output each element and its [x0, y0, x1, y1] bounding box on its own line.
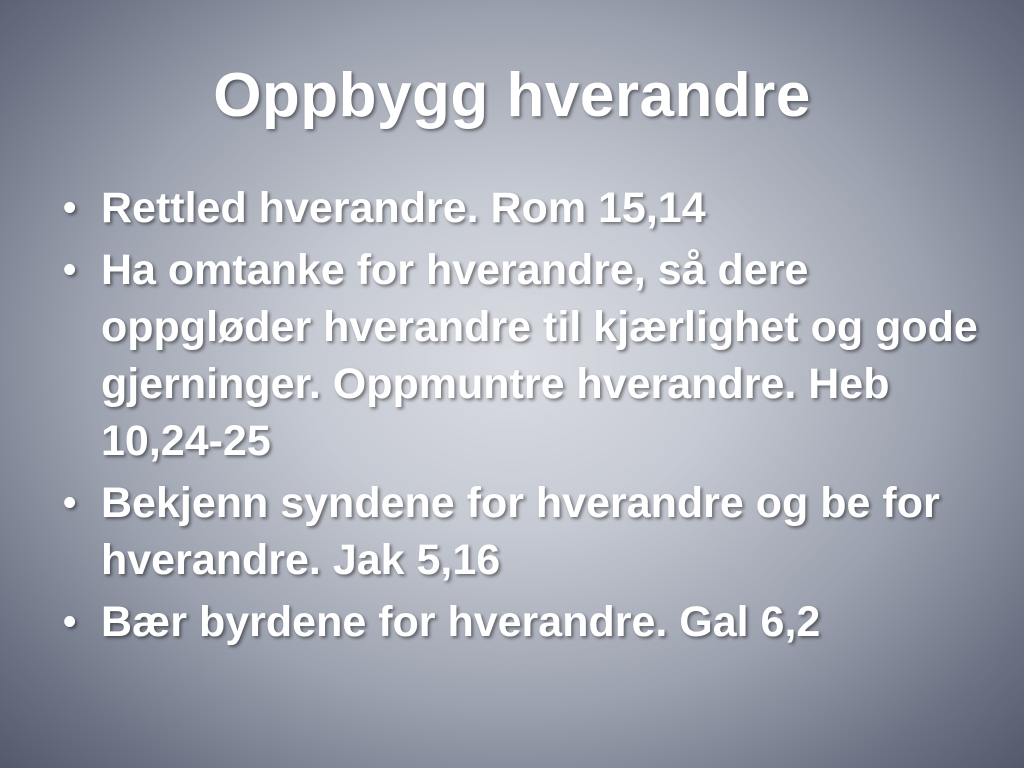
bullet-text: Rettled hverandre. Rom 15,14	[101, 184, 706, 232]
bullet-item	[60, 242, 980, 470]
bullet-icon: •	[63, 187, 77, 229]
bullet-item	[60, 180, 980, 237]
bullet-item	[60, 594, 980, 651]
bullet-item	[60, 475, 980, 589]
bullet-text: Ha omtanke for hverandre, så dere oppgløder hverandre til kjærlighet og gode gjerninger. Oppmuntre hverandre. Heb 10,24-25	[101, 246, 978, 465]
bullet-icon: •	[63, 249, 77, 291]
bullet-text: Bekjenn syndene for hverandre og be for hverandre. Jak 5,16	[101, 479, 940, 584]
slide-title: Oppbygg hverandre	[213, 61, 811, 130]
bullet-list	[60, 180, 980, 656]
bullet-icon: •	[63, 482, 77, 524]
bullet-icon: •	[63, 601, 77, 643]
bullet-text: Bær byrdene for hverandre. Gal 6,2	[101, 598, 821, 646]
